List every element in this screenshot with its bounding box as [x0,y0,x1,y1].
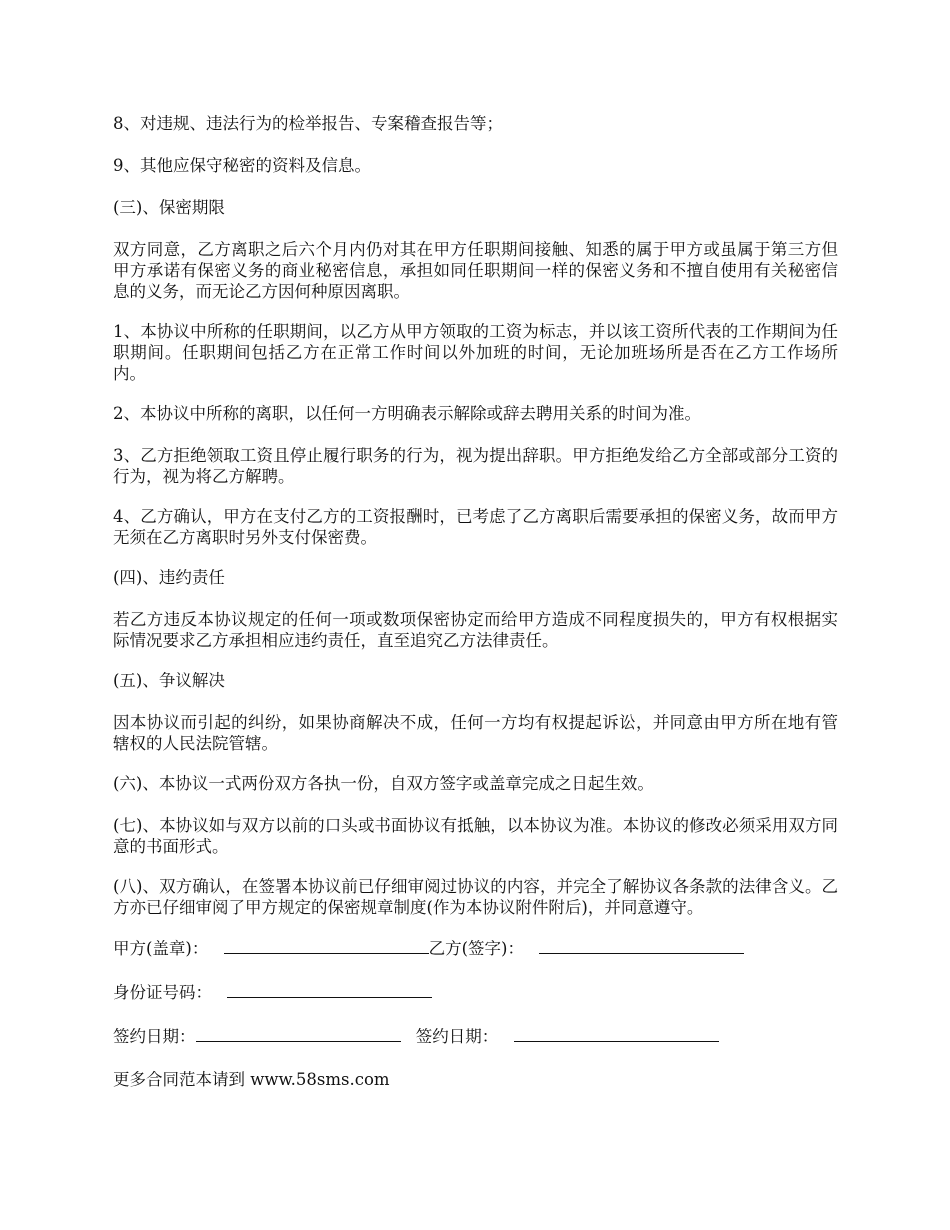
clause-salary-confirmation: 4、乙方确认，甲方在支付乙方的工资报酬时，已考虑了乙方离职后需要承担的保密义务，故而甲方无须在乙方离职时另外支付保密费。 [113,507,838,547]
date-b-blank [514,1025,719,1042]
paragraph-breach-liability: 若乙方违反本协议规定的任何一项或数项保密协定而给甲方造成不同程度损失的，甲方有权根据实际情况要求乙方承担相应违约责任，直至追究乙方法律责任。 [113,610,838,650]
id-number-blank [227,981,432,998]
section-eight-confirmation: (八)、双方确认，在签署本协议前已仔细审阅过协议的内容，并完全了解协议各条款的法律含义。乙方亦已仔细审阅了甲方规定的保密规章制度(作为本协议附件附后)，并同意遵守。 [113,877,838,917]
id-number-label: 身份证号码： [113,983,212,1002]
section-heading-confidential-period: (三)、保密期限 [113,198,225,217]
paragraph-dispute-resolution: 因本协议而引起的纠纷，如果协商解决不成，任何一方均有权提起诉讼，并同意由甲方所在地有管辖权的人民法院管辖。 [113,713,838,753]
party-a-label: 甲方(盖章)： [113,939,209,958]
clause-resignation-definition: 2、本协议中所称的离职，以任何一方明确表示解除或辞去聘用关系的时间为准。 [113,404,701,423]
section-heading-liability: (四)、违约责任 [113,568,225,587]
date-label-b: 签约日期： [415,1027,499,1046]
party-b-signature-blank [539,937,744,954]
signature-row-id [113,981,838,1004]
signature-row-dates [113,1025,838,1048]
footer-link-text: 更多合同范本请到 www.58sms.com [113,1070,390,1089]
date-label-a: 签约日期： [113,1027,196,1046]
party-b-label: 乙方(签字)： [428,939,524,958]
party-a-signature-blank [224,937,429,954]
section-heading-dispute: (五)、争议解决 [113,671,225,690]
clause-item-9: 9、其他应保守秘密的资料及信息。 [113,156,371,175]
date-a-blank [196,1025,401,1042]
section-seven-precedence: (七)、本协议如与双方以前的口头或书面协议有抵触，以本协议为准。本协议的修改必须采用双方同意的书面形式。 [113,816,838,856]
section-six-copies: (六)、本协议一式两份双方各执一份，自双方签字或盖章完成之日起生效。 [113,774,654,793]
clause-term-of-employment: 1、本协议中所称的任职期间，以乙方从甲方领取的工资为标志，并以该工资所代表的工作期间为任职期间。任职期间包括乙方在正常工作时间以外加班的时间，无论加班场所是否在乙方工作场所内。 [113,322,838,383]
paragraph-mutual-agreement: 双方同意，乙方离职之后六个月内仍对其在甲方任职期间接触、知悉的属于甲方或虽属于第三方但甲方承诺有保密义务的商业秘密信息，承担如同任职期间一样的保密义务和不擅自使用有关秘密信息的义务，而无论乙方因何种原因离职。 [113,240,838,301]
clause-item-8: 8、对违规、违法行为的检举报告、专案稽查报告等； [113,114,503,133]
signature-row-parties [113,937,838,960]
clause-refusal-of-salary: 3、乙方拒绝领取工资且停止履行职务的行为，视为提出辞职。甲方拒绝发给乙方全部或部分工资的行为，视为将乙方解聘。 [113,446,838,486]
